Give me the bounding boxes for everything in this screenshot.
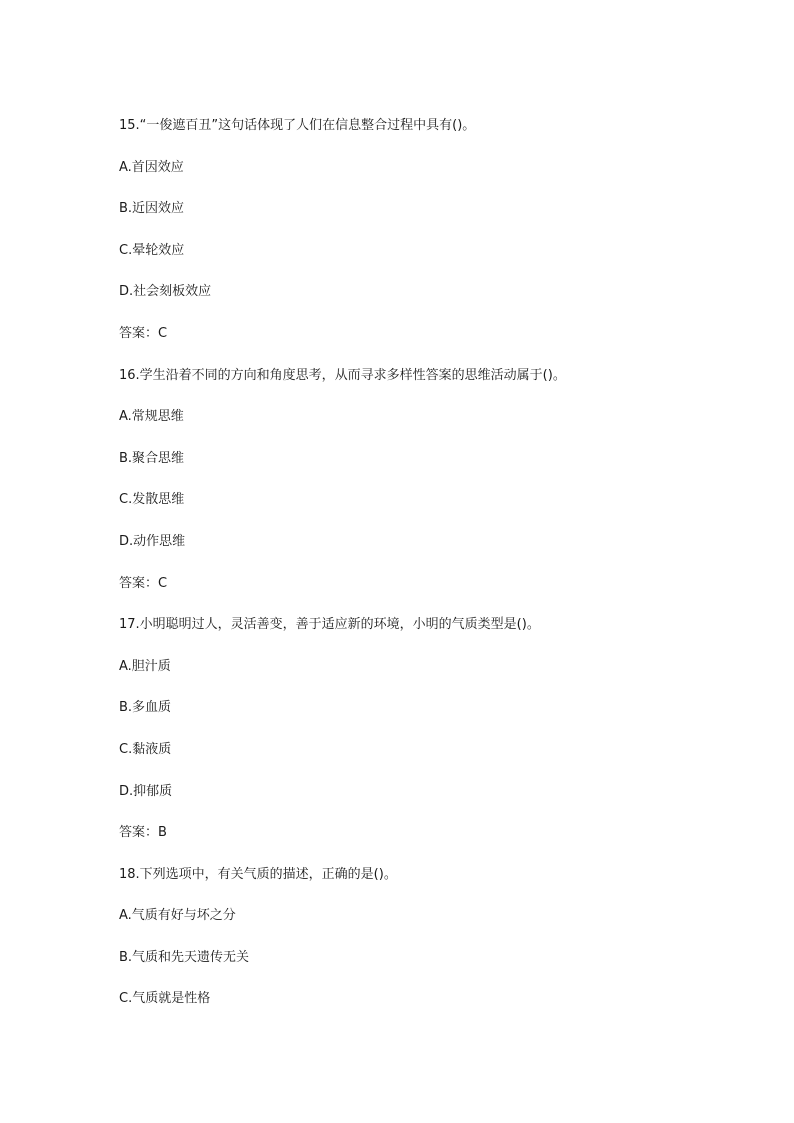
option-b: B.聚合思维 xyxy=(119,450,185,466)
answer: 答案：B xyxy=(119,825,167,841)
option-c: C.发散思维 xyxy=(119,492,185,508)
option-a: A.首因效应 xyxy=(119,159,184,175)
option-a: A.常规思维 xyxy=(119,409,184,425)
question-list xyxy=(119,116,719,1031)
question-stem: 17.小明聪明过人，灵活善变，善于适应新的环境，小明的气质类型是()。 xyxy=(119,617,540,633)
option-c: C.气质就是性格 xyxy=(119,991,211,1007)
answer: 答案：C xyxy=(119,325,168,341)
option-d: D.社会刻板效应 xyxy=(119,284,212,300)
option-d: D.动作思维 xyxy=(119,533,186,549)
question-stem: 16.学生沿着不同的方向和角度思考，从而寻求多样性答案的思维活动属于()。 xyxy=(119,367,566,383)
option-c: C.晕轮效应 xyxy=(119,242,185,258)
option-a: A.胆汁质 xyxy=(119,658,171,674)
option-b: B.气质和先天遗传无关 xyxy=(119,949,250,965)
option-b: B.多血质 xyxy=(119,700,172,716)
question-stem: 15.“一俊遮百丑”这句话体现了人们在信息整合过程中具有()。 xyxy=(119,118,476,133)
option-c: C.黏液质 xyxy=(119,741,172,757)
answer: 答案：C xyxy=(119,575,168,591)
option-d: D.抑郁质 xyxy=(119,783,173,799)
option-a: A.气质有好与坏之分 xyxy=(119,908,236,924)
question-stem: 18.下列选项中，有关气质的描述，正确的是()。 xyxy=(119,866,397,882)
option-b: B.近因效应 xyxy=(119,201,185,217)
